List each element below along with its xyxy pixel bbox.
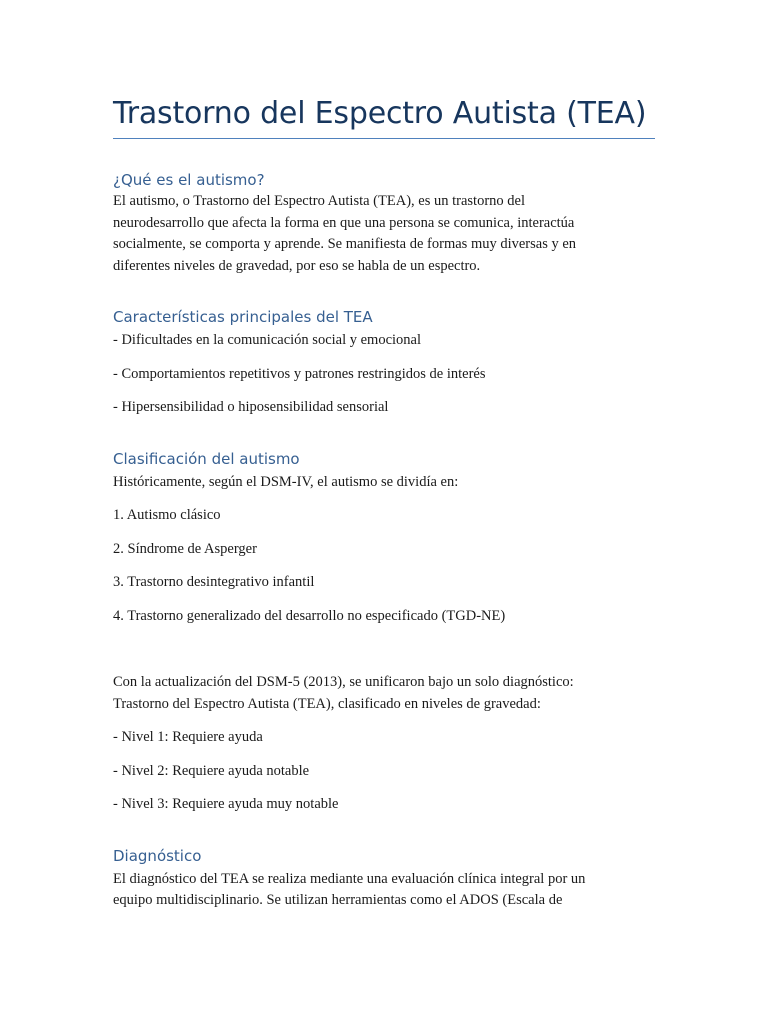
classification-intro: Históricamente, según el DSM-IV, el autismo se dividía en: — [113, 473, 459, 490]
paragraph-line: Con la actualización del DSM-5 (2013), se unificaron bajo un solo diagnóstico: — [113, 674, 574, 690]
list-item: - Nivel 1: Requiere ayuda — [113, 729, 263, 745]
list-item: 2. Síndrome de Asperger — [113, 540, 257, 557]
paragraph-line: El autismo, o Trastorno del Espectro Autista (TEA), es un trastorno del — [113, 193, 525, 209]
title-divider — [113, 138, 655, 139]
list-item: - Comportamientos repetitivos y patrones restringidos de interés — [113, 365, 486, 382]
list-item: - Dificultades en la comunicación social y emocional — [113, 332, 422, 348]
paragraph-dsm5-update — [113, 672, 655, 715]
heading-characteristics: Características principales del TEA — [113, 308, 373, 326]
paragraph-diagnosis — [113, 869, 655, 912]
heading-what-is-autism: ¿Qué es el autismo? — [113, 171, 265, 189]
list-item: 4. Trastorno generalizado del desarrollo no especificado (TGD-NE) — [113, 607, 506, 624]
paragraph-line: El diagnóstico del TEA se realiza mediante una evaluación clínica integral por un — [113, 870, 586, 887]
paragraph-line: equipo multidisciplinario. Se utilizan herramientas como el ADOS (Escala de — [113, 892, 563, 908]
document-page — [113, 94, 655, 912]
paragraph-line: neurodesarrollo que afecta la forma en que una persona se comunica, interactúa — [113, 214, 575, 231]
list-item: - Nivel 3: Requiere ayuda muy notable — [113, 796, 339, 812]
list-item: 1. Autismo clásico — [113, 507, 221, 523]
list-item: - Nivel 2: Requiere ayuda notable — [113, 762, 310, 779]
list-item: - Hipersensibilidad o hiposensibilidad sensorial — [113, 399, 389, 415]
paragraph-what-is-autism — [113, 191, 655, 277]
paragraph-line: diferentes niveles de gravedad, por eso se habla de un espectro. — [113, 257, 481, 274]
paragraph-line: socialmente, se comporta y aprende. Se manifiesta de formas muy diversas y en — [113, 236, 577, 252]
document-title: Trastorno del Espectro Autista (TEA) — [113, 96, 647, 131]
heading-diagnosis: Diagnóstico — [113, 846, 202, 865]
heading-classification: Clasificación del autismo — [113, 449, 300, 468]
paragraph-line: Trastorno del Espectro Autista (TEA), clasificado en niveles de gravedad: — [113, 695, 541, 712]
list-item: 3. Trastorno desintegrativo infantil — [113, 574, 315, 590]
